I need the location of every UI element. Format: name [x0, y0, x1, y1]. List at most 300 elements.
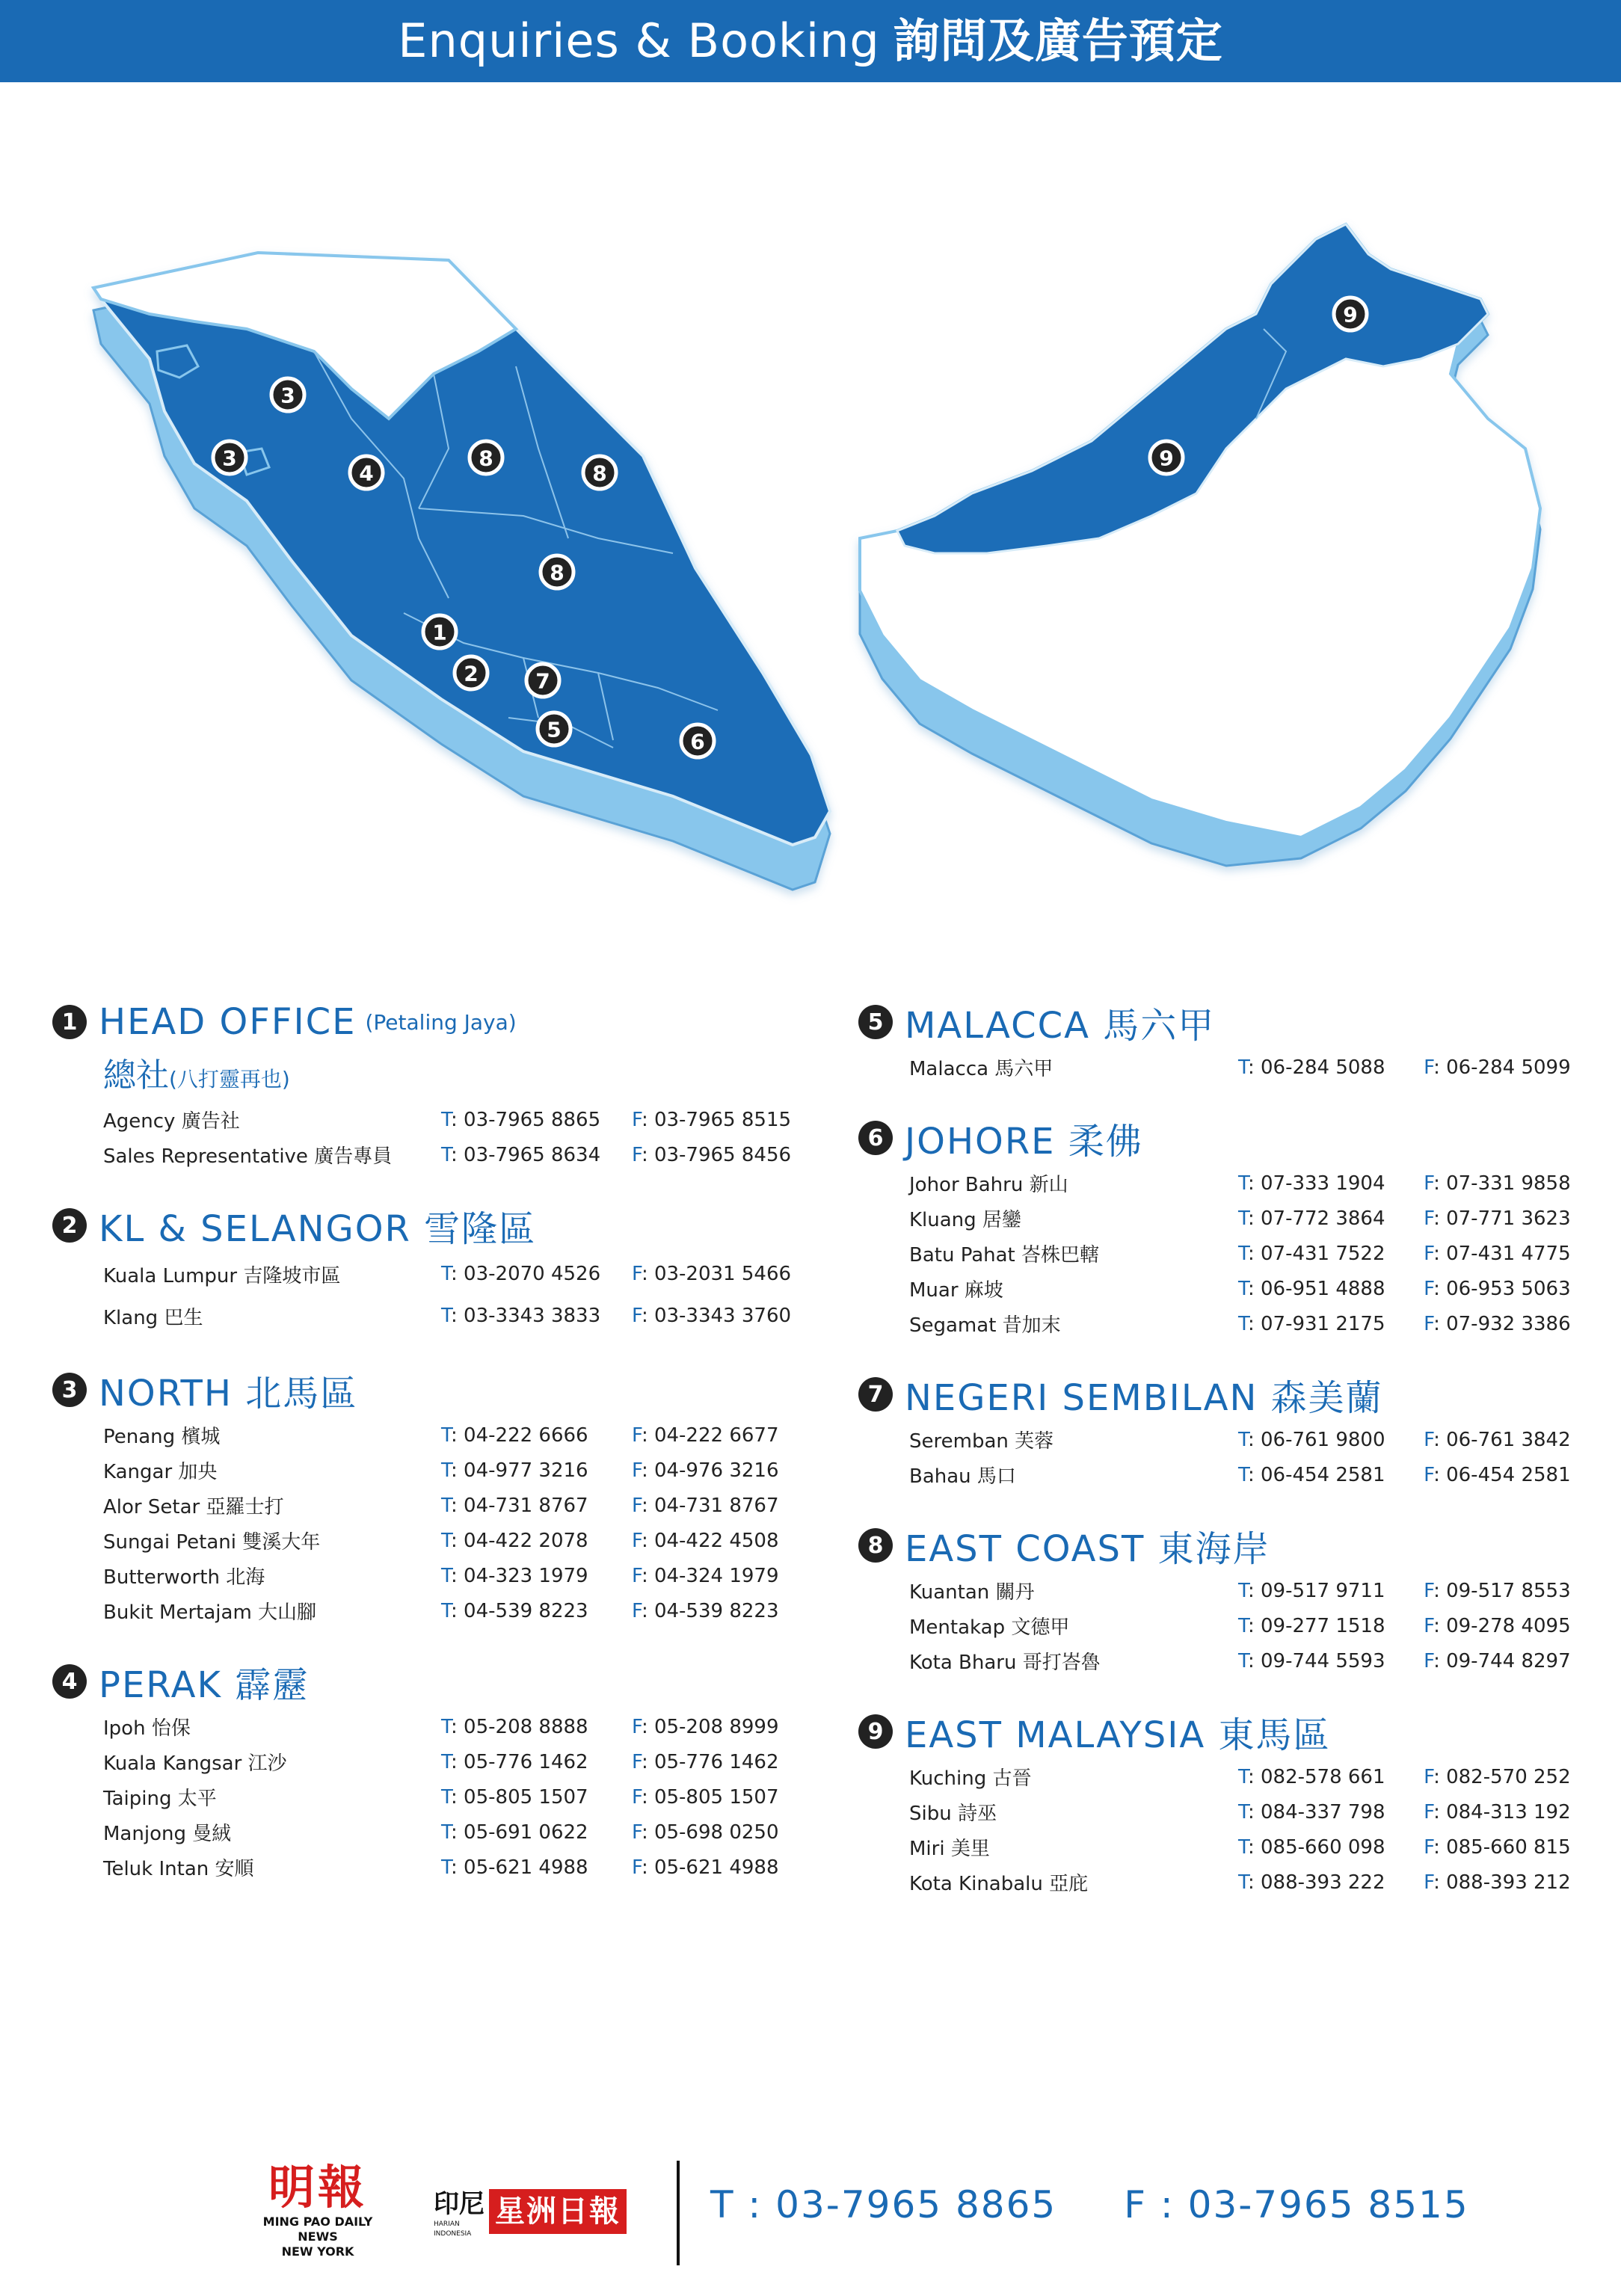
fax-prefix: F [1424, 1056, 1434, 1079]
region-number-badge: 4 [52, 1664, 87, 1699]
tel-number: : 085-660 098 [1247, 1835, 1385, 1859]
tel-number: : 05-691 0622 [451, 1821, 588, 1844]
branch-tel [441, 1530, 632, 1552]
fax-prefix: F [632, 1424, 642, 1447]
tel-prefix: T [1237, 1649, 1248, 1672]
fax-number: : 085-660 815 [1433, 1835, 1571, 1859]
fax-number: : 03-7965 8456 [641, 1143, 792, 1166]
region-number-badge: 3 [52, 1373, 87, 1407]
branch-name: Malacca 馬六甲 [909, 1058, 1054, 1080]
peninsular-marker-label: 7 [535, 668, 550, 694]
fax-prefix: F [632, 1599, 642, 1622]
tel-prefix: T [441, 1785, 452, 1809]
fax-prefix: F [632, 1821, 642, 1844]
peninsular-marker-7 [526, 664, 559, 697]
tel-prefix: T [1237, 1428, 1248, 1451]
fax-prefix: F [632, 1715, 642, 1738]
contact-row [858, 1573, 1591, 1608]
fax-prefix: F [1424, 1765, 1434, 1788]
peninsular-marker-label: 4 [359, 461, 374, 486]
tel-number: : 09-517 9711 [1247, 1579, 1385, 1602]
fax-number: : 04-731 8767 [641, 1494, 779, 1517]
tel-prefix: T [441, 1494, 452, 1517]
branch-name: Kota Bharu 哥打峇魯 [909, 1652, 1101, 1674]
branch-tel [441, 1424, 632, 1447]
borneo-map [860, 224, 1540, 866]
tel-number: : 07-333 1904 [1247, 1172, 1385, 1195]
tel-prefix: T [441, 1599, 452, 1622]
region-heading [52, 994, 808, 1050]
tel-number: : 09-277 1518 [1247, 1614, 1385, 1637]
region-title-cn-sub: (八打靈再也) [169, 1067, 290, 1092]
tel-prefix: T [441, 1263, 452, 1285]
contact-row [858, 1306, 1591, 1341]
header-title-cn: 詢問及廣告預定 [893, 13, 1223, 68]
footer-fax: F : 03-7965 8515 [1124, 2183, 1469, 2226]
fax-number: : 05-776 1462 [641, 1750, 779, 1773]
sinchew-logo-prefix: 印尼 [434, 2189, 485, 2219]
header-title-en: Enquiries & Booking [398, 13, 880, 68]
region-number-badge: 6 [858, 1121, 893, 1155]
fax-prefix: F [1424, 1428, 1434, 1451]
footer-tel: T : 03-7965 8865 [710, 2183, 1057, 2226]
tel-prefix: T [1237, 1172, 1248, 1195]
region-section [52, 994, 808, 1172]
contact-row [52, 1453, 808, 1488]
region-heading [52, 1654, 808, 1709]
peninsular-marker-8 [583, 456, 616, 489]
tel-number: : 04-222 6666 [451, 1424, 588, 1447]
branch-fax [632, 1424, 804, 1447]
peninsular-marker-2 [455, 656, 487, 689]
branch-tel [441, 1786, 632, 1809]
contact-row [52, 1779, 808, 1815]
mingpao-logo-cn: 明報 [268, 2160, 367, 2215]
branch-tel [1238, 1801, 1424, 1823]
fax-prefix: F [1424, 1871, 1434, 1894]
tel-number: : 03-3343 3833 [451, 1305, 601, 1327]
page-header [0, 0, 1621, 82]
region-title: MALACCA 馬六甲 [905, 1004, 1216, 1047]
fax-number: : 04-222 6677 [641, 1424, 779, 1447]
branch-fax [632, 1856, 804, 1879]
branch-name: Klang 巴生 [103, 1306, 203, 1329]
branch-name: Kuantan 關丹 [909, 1581, 1035, 1604]
tel-prefix: T [1237, 1207, 1248, 1230]
branch-tel [1238, 1172, 1424, 1195]
tel-number: : 082-578 661 [1247, 1765, 1385, 1788]
branch-tel [1238, 1207, 1424, 1230]
peninsular-marker-3 [213, 441, 246, 474]
branch-tel [1238, 1464, 1424, 1486]
branch-tel [1238, 1615, 1424, 1637]
tel-prefix: T [441, 1564, 452, 1587]
branch-tel [441, 1144, 632, 1166]
tel-prefix: T [1237, 1056, 1248, 1079]
branch-tel [1238, 1429, 1424, 1451]
tel-prefix: T [441, 1750, 452, 1773]
tel-number: : 05-805 1507 [451, 1785, 588, 1809]
branch-fax [1424, 1207, 1591, 1230]
tel-number: : 09-744 5593 [1247, 1649, 1385, 1672]
contact-row [52, 1295, 808, 1337]
branch-fax [1424, 1056, 1591, 1079]
fax-number: : 06-761 3842 [1433, 1428, 1571, 1451]
sinchew-logo-tiny1: HARIAN [434, 2220, 460, 2228]
contact-row [52, 1523, 808, 1558]
fax-number: : 04-976 3216 [641, 1459, 779, 1482]
region-number-badge: 5 [858, 1005, 893, 1039]
branch-tel [1238, 1056, 1424, 1079]
branch-tel [441, 1109, 632, 1131]
branch-fax [632, 1751, 804, 1773]
branch-fax [1424, 1580, 1591, 1602]
region-number-badge: 2 [52, 1208, 87, 1243]
region-number-badge: 7 [858, 1377, 893, 1412]
branch-tel [441, 1716, 632, 1738]
region-title-cn [52, 1050, 808, 1102]
branch-tel [1238, 1580, 1424, 1602]
borneo-marker-label: 9 [1343, 302, 1358, 327]
branch-name: Manjong 曼絨 [103, 1823, 232, 1845]
fax-number: : 084-313 192 [1433, 1800, 1571, 1823]
region-number-badge: 1 [52, 1005, 87, 1039]
fax-prefix: F [1424, 1835, 1434, 1859]
fax-prefix: F [1424, 1172, 1434, 1195]
fax-number: : 06-284 5099 [1433, 1056, 1571, 1079]
branch-name: Miri 美里 [909, 1838, 990, 1860]
fax-number: : 07-771 3623 [1433, 1207, 1571, 1230]
contact-row [858, 1865, 1591, 1900]
fax-number: : 088-393 212 [1433, 1871, 1571, 1894]
tel-prefix: T [441, 1529, 452, 1552]
branch-name: Bukit Mertajam 大山腳 [103, 1601, 317, 1624]
fax-prefix: F [1424, 1800, 1434, 1823]
fax-number: : 04-324 1979 [641, 1564, 779, 1587]
branch-name: Teluk Intan 安順 [103, 1858, 254, 1880]
fax-prefix: F [1424, 1463, 1434, 1486]
fax-prefix: F [632, 1143, 642, 1166]
region-title-cn-main: 總社 [103, 1056, 169, 1095]
fax-number: : 07-431 4775 [1433, 1242, 1571, 1265]
branch-fax [632, 1263, 804, 1285]
branch-name: Kuala Lumpur 吉隆坡市區 [103, 1264, 341, 1287]
fax-number: : 03-2031 5466 [641, 1263, 792, 1285]
tel-prefix: T [1237, 1871, 1248, 1894]
branch-fax [632, 1495, 804, 1517]
branch-name: Batu Pahat 峇株巴轄 [909, 1244, 1100, 1267]
contact-row [52, 1815, 808, 1850]
fax-prefix: F [1424, 1207, 1434, 1230]
peninsular-marker-5 [538, 713, 570, 745]
branch-name: Alor Setar 亞羅士打 [103, 1496, 284, 1518]
contact-row [858, 1457, 1591, 1492]
tel-number: : 04-977 3216 [451, 1459, 588, 1482]
region-section [858, 1704, 1591, 1900]
tel-number: : 04-323 1979 [451, 1564, 588, 1587]
contact-row [858, 1794, 1591, 1829]
branch-fax [632, 1786, 804, 1809]
contact-row [52, 1418, 808, 1453]
peninsular-marker-label: 8 [550, 560, 565, 585]
branch-fax [1424, 1615, 1591, 1637]
sinchew-logo-cn: 星洲日報 [489, 2189, 627, 2234]
tel-prefix: T [441, 1305, 452, 1327]
region-heading [52, 1362, 808, 1418]
footer-divider [677, 2161, 680, 2265]
branch-name: Ipoh 怡保 [103, 1717, 191, 1740]
peninsular-marker-label: 8 [592, 461, 607, 486]
tel-number: : 03-2070 4526 [451, 1263, 601, 1285]
fax-number: : 082-570 252 [1433, 1765, 1571, 1788]
mingpao-logo-en1: MING PAO DAILY NEWS [262, 2215, 373, 2244]
tel-number: : 05-208 8888 [451, 1715, 588, 1738]
sinchew-logo-tiny2: INDONESIA [434, 2230, 472, 2238]
branch-name: Kota Kinabalu 亞庇 [909, 1873, 1089, 1895]
region-title: PERAK 霹靂 [99, 1663, 310, 1706]
branch-tel [441, 1263, 632, 1285]
tel-prefix: T [441, 1459, 452, 1482]
branch-tel [441, 1751, 632, 1773]
region-number-badge: 8 [858, 1528, 893, 1563]
peninsular-marker-8 [470, 441, 502, 474]
fax-prefix: F [632, 1459, 642, 1482]
branch-tel [441, 1821, 632, 1844]
branch-tel [441, 1856, 632, 1879]
contact-row [52, 1253, 808, 1295]
branch-name: Sales Representative 廣告專員 [103, 1145, 393, 1168]
branch-name: Agency 廣告社 [103, 1110, 240, 1133]
branch-fax [1424, 1801, 1591, 1823]
contact-row [858, 1608, 1591, 1643]
region-heading [858, 1110, 1591, 1166]
branch-name: Kangar 加央 [103, 1461, 218, 1483]
branch-fax [1424, 1464, 1591, 1486]
fax-prefix: F [632, 1750, 642, 1773]
branch-tel [1238, 1766, 1424, 1788]
tel-number: : 07-931 2175 [1247, 1312, 1385, 1335]
branch-name: Segamat 昔加末 [909, 1314, 1061, 1337]
region-heading [858, 1518, 1591, 1573]
fax-number: : 05-208 8999 [641, 1715, 779, 1738]
branch-fax [632, 1530, 804, 1552]
branch-name: Kluang 居鑾 [909, 1209, 1021, 1231]
peninsular-marker-4 [350, 456, 383, 489]
fax-prefix: F [632, 1564, 642, 1587]
contact-list-left [52, 994, 808, 1910]
branch-fax [1424, 1243, 1591, 1265]
branch-fax [1424, 1313, 1591, 1335]
branch-fax [1424, 1278, 1591, 1300]
branch-name: Sungai Petani 雙溪大年 [103, 1531, 321, 1554]
borneo-marker-9 [1334, 298, 1367, 330]
peninsular-marker-label: 2 [464, 661, 479, 686]
tel-number: : 04-422 2078 [451, 1529, 588, 1552]
contact-row [858, 1759, 1591, 1794]
branch-fax [632, 1459, 804, 1482]
tel-prefix: T [1237, 1463, 1248, 1486]
tel-number: : 06-284 5088 [1247, 1056, 1385, 1079]
contact-row [858, 1643, 1591, 1678]
fax-number: : 03-7965 8515 [641, 1108, 792, 1131]
tel-prefix: T [1237, 1765, 1248, 1788]
region-section [52, 1198, 808, 1337]
tel-number: : 05-621 4988 [451, 1856, 588, 1879]
contact-row [52, 1488, 808, 1523]
footer-contact [710, 2183, 1469, 2226]
malaysia-map [0, 209, 1621, 905]
tel-prefix: T [1237, 1835, 1248, 1859]
tel-prefix: T [441, 1856, 452, 1879]
branch-tel [1238, 1871, 1424, 1894]
region-section [858, 994, 1591, 1085]
tel-prefix: T [1237, 1800, 1248, 1823]
contact-row [858, 1271, 1591, 1306]
tel-prefix: T [441, 1715, 452, 1738]
tel-prefix: T [1237, 1242, 1248, 1265]
peninsular-marker-label: 3 [280, 383, 295, 408]
branch-fax [1424, 1650, 1591, 1672]
branch-name: Kuching 古晉 [909, 1767, 1032, 1790]
tel-number: : 03-7965 8634 [451, 1143, 601, 1166]
branch-fax [632, 1600, 804, 1622]
region-title: NORTH 北馬區 [99, 1372, 358, 1415]
region-section [52, 1654, 808, 1885]
fax-prefix: F [632, 1108, 642, 1131]
tel-prefix: T [1237, 1312, 1248, 1335]
tel-number: : 04-539 8223 [451, 1599, 588, 1622]
tel-prefix: T [441, 1821, 452, 1844]
peninsular-marker-label: 5 [547, 717, 562, 742]
branch-fax [1424, 1172, 1591, 1195]
fax-number: : 06-953 5063 [1433, 1277, 1571, 1300]
fax-number: : 09-278 4095 [1433, 1614, 1571, 1637]
tel-number: : 084-337 798 [1247, 1800, 1385, 1823]
branch-fax [632, 1821, 804, 1844]
fax-prefix: F [632, 1529, 642, 1552]
fax-prefix: F [632, 1856, 642, 1879]
fax-number: : 06-454 2581 [1433, 1463, 1571, 1486]
branch-tel [1238, 1243, 1424, 1265]
region-subtitle: (Petaling Jaya) [365, 1009, 517, 1035]
tel-number: : 03-7965 8865 [451, 1108, 601, 1131]
branch-tel [1238, 1313, 1424, 1335]
region-title: NEGERI SEMBILAN 森美蘭 [905, 1376, 1383, 1419]
branch-tel [441, 1459, 632, 1482]
fax-prefix: F [632, 1305, 642, 1327]
fax-prefix: F [1424, 1277, 1434, 1300]
branch-tel [1238, 1278, 1424, 1300]
contact-row [52, 1593, 808, 1628]
contact-row [52, 1850, 808, 1885]
fax-number: : 07-331 9858 [1433, 1172, 1571, 1195]
branch-name: Kuala Kangsar 江沙 [103, 1752, 287, 1775]
branch-tel [441, 1495, 632, 1517]
branch-tel [441, 1600, 632, 1622]
region-number-badge: 9 [858, 1714, 893, 1749]
contact-row [52, 1744, 808, 1779]
fax-number: : 09-744 8297 [1433, 1649, 1571, 1672]
tel-prefix: T [1237, 1579, 1248, 1602]
tel-prefix: T [1237, 1614, 1248, 1637]
contact-row [858, 1166, 1591, 1201]
region-section [858, 1518, 1591, 1678]
peninsular-marker-8 [541, 555, 573, 588]
branch-name: Mentakap 文德甲 [909, 1616, 1070, 1639]
fax-prefix: F [1424, 1649, 1434, 1672]
tel-prefix: T [441, 1143, 452, 1166]
contact-row [858, 1236, 1591, 1271]
region-title: EAST COAST 東海岸 [905, 1527, 1270, 1570]
branch-tel [441, 1565, 632, 1587]
fax-number: : 07-932 3386 [1433, 1312, 1571, 1335]
branch-name: Seremban 芙蓉 [909, 1430, 1054, 1453]
fax-number: : 05-621 4988 [641, 1856, 779, 1879]
region-title: JOHORE 柔佛 [905, 1120, 1143, 1163]
peninsular-marker-label: 8 [479, 446, 493, 471]
borneo-marker-9 [1150, 441, 1183, 474]
tel-number: : 04-731 8767 [451, 1494, 588, 1517]
footer [0, 2161, 1621, 2273]
sinchew-logo [434, 2189, 627, 2238]
fax-prefix: F [1424, 1614, 1434, 1637]
branch-name: Bahau 馬口 [909, 1465, 1016, 1488]
fax-prefix: F [1424, 1579, 1434, 1602]
fax-number: : 03-3343 3760 [641, 1305, 792, 1327]
branch-name: Johor Bahru 新山 [909, 1174, 1068, 1196]
branch-fax [632, 1565, 804, 1587]
branch-tel [1238, 1836, 1424, 1859]
contact-row [52, 1558, 808, 1593]
region-section [52, 1362, 808, 1628]
contact-list-right [858, 994, 1591, 1925]
contact-row [52, 1137, 808, 1172]
region-title: HEAD OFFICE [99, 1001, 357, 1043]
branch-fax [632, 1716, 804, 1738]
branch-tel [1238, 1650, 1424, 1672]
branch-fax [632, 1305, 804, 1327]
tel-number: : 07-431 7522 [1247, 1242, 1385, 1265]
region-heading [858, 1704, 1591, 1759]
branch-name: Muar 麻坡 [909, 1279, 1003, 1302]
branch-fax [1424, 1429, 1591, 1451]
mingpao-logo [247, 2161, 389, 2259]
branch-fax [632, 1144, 804, 1166]
fax-prefix: F [632, 1263, 642, 1285]
tel-prefix: T [441, 1108, 452, 1131]
fax-number: : 04-422 4508 [641, 1529, 779, 1552]
branch-fax [1424, 1766, 1591, 1788]
branch-fax [1424, 1836, 1591, 1859]
branch-tel [441, 1305, 632, 1327]
peninsular-marker-1 [423, 615, 456, 648]
tel-number: : 06-761 9800 [1247, 1428, 1385, 1451]
fax-prefix: F [632, 1785, 642, 1809]
branch-fax [1424, 1871, 1591, 1894]
branch-name: Taiping 太平 [103, 1788, 217, 1810]
peninsular-marker-label: 6 [690, 729, 705, 754]
region-section [858, 1367, 1591, 1492]
contact-row [52, 1709, 808, 1744]
branch-name: Sibu 詩巫 [909, 1803, 997, 1825]
tel-prefix: T [1237, 1277, 1248, 1300]
tel-number: : 088-393 222 [1247, 1871, 1385, 1894]
tel-prefix: T [441, 1424, 452, 1447]
fax-prefix: F [1424, 1242, 1434, 1265]
peninsular-marker-label: 1 [432, 620, 447, 645]
contact-row [858, 1050, 1591, 1085]
fax-number: : 05-805 1507 [641, 1785, 779, 1809]
